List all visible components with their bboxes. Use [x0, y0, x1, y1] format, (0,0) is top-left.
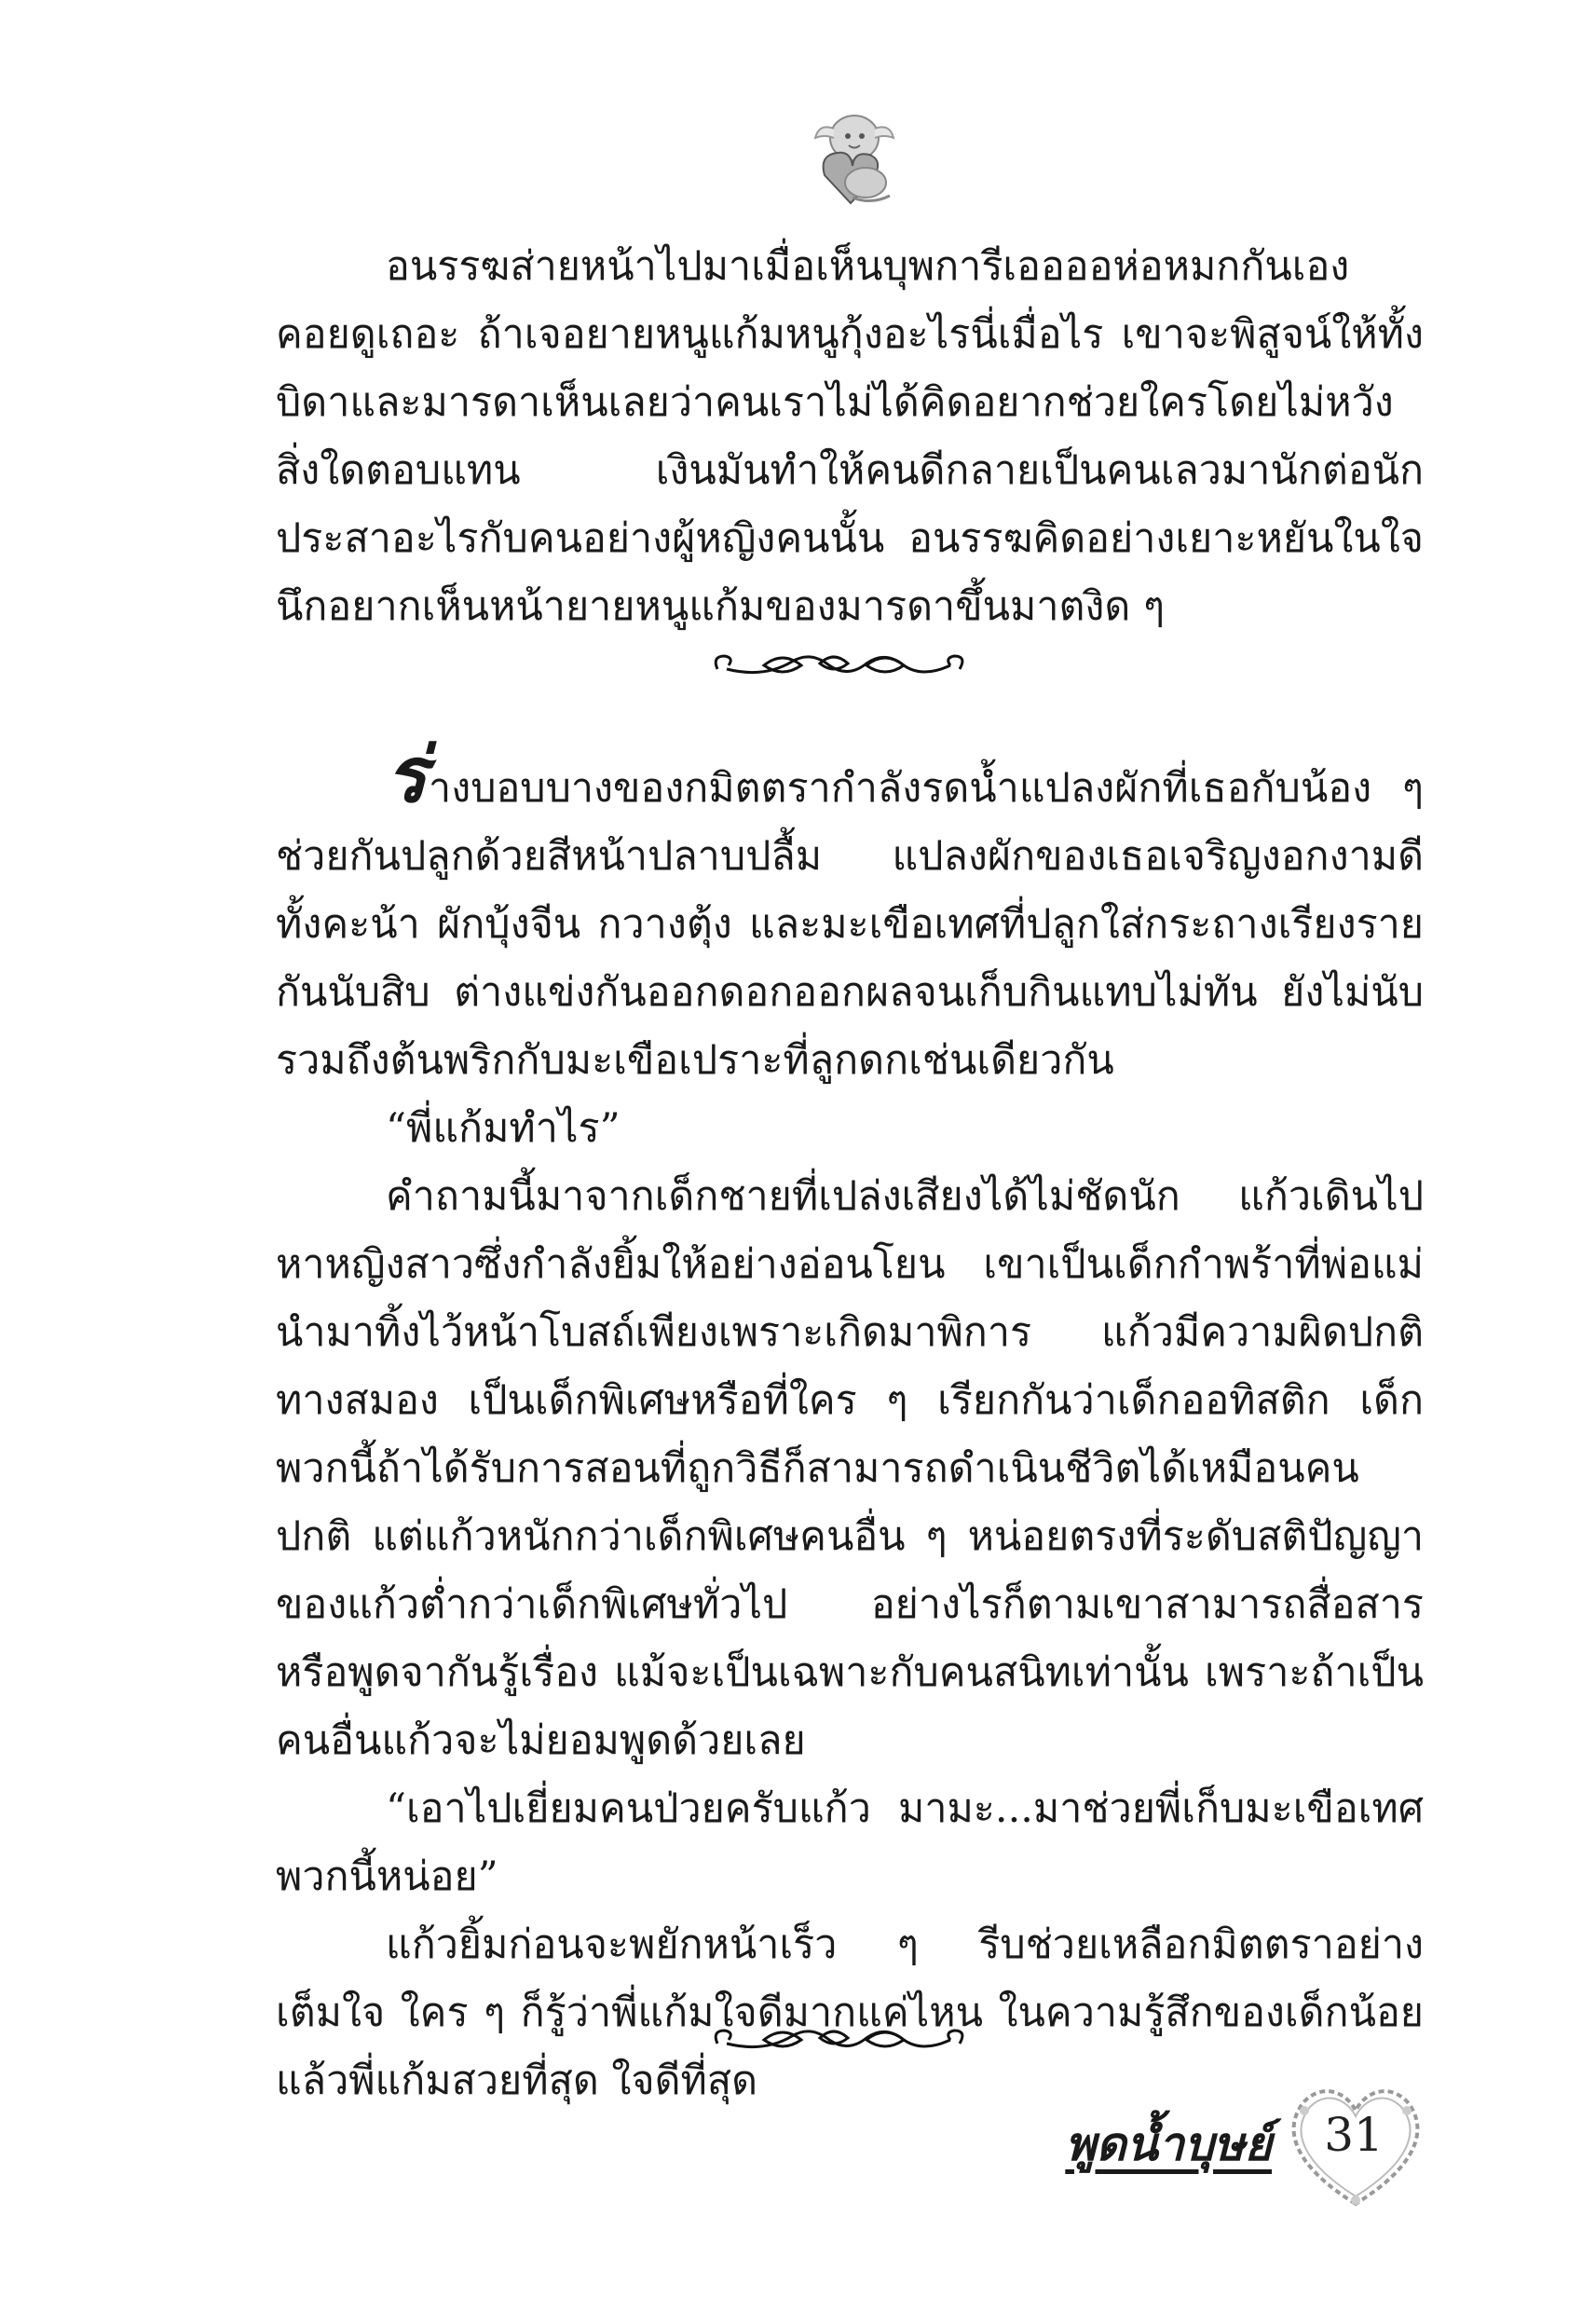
cherub-with-heart-icon [797, 101, 908, 212]
paragraph: คำถามนี้มาจากเด็กชายที่เปล่งเสียงได้ไม่ชัดนัก แก้วเดินไปหาหญิงสาวซึ่งกำลังยิ้มให้อย่างอ่อนโยน เขาเป็นเด็กกำพร้าที่พ่อแม่นำมาทิ้งไว้หน้าโบสถ์เพียงเพราะเกิดมาพิการ แก้วมีความผิดปกติทางสมอง เป็นเด็กพิเศษหรือที่ใคร ๆ เรียกกันว่าเด็กออทิสติก เด็กพวกนี้ถ้าได้รับการสอนที่ถูกวิธีก็สามารถดำเนินชีวิตได้เหมือนคนปกติ แต่แก้วหนักกว่าเด็กพิเศษคนอื่น ๆ หน่อยตรงที่ระดับสติปัญญาของแก้วต่ำกว่าเด็กพิเศษทั่วไป อย่างไรก็ตามเขาสามารถสื่อสารหรือพูดจากันรู้เรื่อง แม้จะเป็นเฉพาะกับคนสนิทเท่านั้น เพราะถ้าเป็นคนอื่นแก้วจะไม่ยอมพูดด้วยเลย [276, 1173, 1424, 1764]
text-section-2 [276, 731, 1424, 2115]
flourish-divider-icon [708, 643, 978, 690]
paragraph: แก้วยิ้มก่อนจะพยักหน้าเร็ว ๆ รีบช่วยเหลือกมิตตราอย่างเต็มใจ ใคร ๆ ก็รู้ว่าพี่แก้มใจดีมากแค่ไหน ในความรู้สึกของเด็กน้อยแล้วพี่แก้มสวยที่สุด ใจดีที่สุด [276, 1921, 1424, 2104]
dialogue: “เอาไปเยี่ยมคนป่วยครับแก้ว มามะ...มาช่วยพี่เก็บมะเขือเทศพวกนี้หน่อย” [276, 1785, 1424, 1900]
paragraph: อนรรฆส่ายหน้าไปมาเมื่อเห็นบุพการีเออออห่อหมกกันเอง คอยดูเถอะ ถ้าเจอยายหนูแก้มหนูกุ้งอะไรนี่เมื่อไร เขาจะพิสูจน์ให้ทั้งบิดาและมารดาเห็นเลยว่าคนเราไม่ได้คิดอยากช่วยใครโดยไม่หวังสิ่งใดตอบแทน เงินมันทำให้คนดีกลายเป็นคนเลวมานักต่อนัก ประสาอะไรกับคนอย่างผู้หญิงคนนั้น อนรรฆคิดอย่างเยาะหยันในใจ นึกอยากเห็นหน้ายายหนูแก้มของมารดาขึ้นมาตงิด ๆ [276, 243, 1424, 630]
flourish-divider-icon [708, 2017, 978, 2064]
book-title: พูดน้ำบุษย์ [1065, 2116, 1272, 2171]
paragraph-with-dropcap [276, 731, 1424, 1095]
page-number: 31 [1324, 2108, 1384, 2162]
dropcap: ร่ [386, 731, 430, 820]
text-section-1 [276, 233, 1424, 641]
dialogue: “พี่แก้มทำไร” [386, 1105, 621, 1152]
paragraph: างบอบบางของกมิตตรากำลังรดน้ำแปลงผักที่เธอกับน้อง ๆ ช่วยกันปลูกด้วยสีหน้าปลาบปลื้ม แปลงผักของเธอเจริญงอกงามดี ทั้งคะน้า ผักบุ้งจีน กวางตุ้ง และมะเขือเทศที่ปลูกใส่กระถางเรียงรายกันนับสิบ ต่างแข่งกันออกดอกออกผลจนเก็บกินแทบไม่ทัน ยังไม่นับรวมถึงต้นพริกกับมะเขือเปราะที่ลูกดกเช่นเดียวกัน [276, 765, 1424, 1084]
